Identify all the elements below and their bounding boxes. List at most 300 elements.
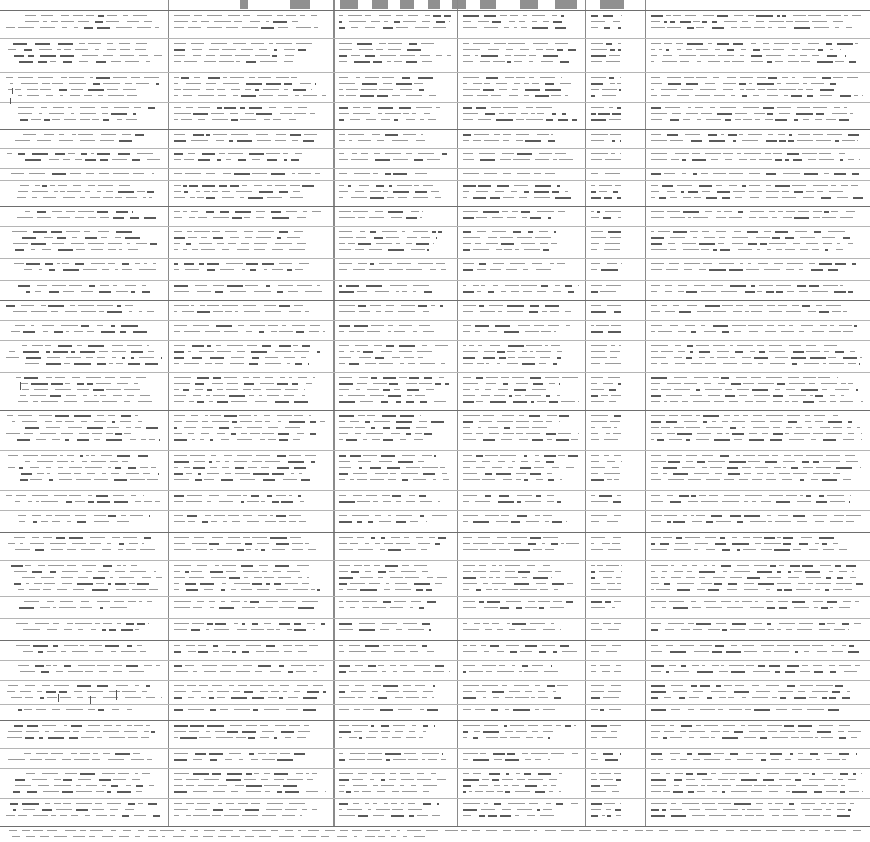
text-fragment <box>848 629 849 630</box>
text-fragment <box>668 83 681 85</box>
text-fragment <box>604 473 620 474</box>
footnote-fragment <box>119 836 129 837</box>
text-fragment <box>610 351 620 352</box>
text-fragment <box>481 55 498 57</box>
text-fragment <box>355 191 365 192</box>
text-fragment <box>339 27 345 29</box>
text-fragment <box>392 791 399 792</box>
text-fragment <box>826 433 842 434</box>
text-fragment <box>96 791 104 792</box>
text-fragment <box>433 15 441 17</box>
text-fragment <box>235 467 245 469</box>
text-fragment <box>697 311 711 312</box>
text-fragment <box>666 49 669 51</box>
text-fragment <box>816 113 824 115</box>
text-fragment <box>108 249 116 250</box>
text-fragment <box>88 89 104 91</box>
text-fragment <box>111 473 119 474</box>
text-fragment <box>419 383 432 384</box>
text-fragment <box>261 27 274 29</box>
text-fragment <box>121 651 136 652</box>
text-fragment <box>801 325 813 326</box>
text-fragment <box>551 243 557 244</box>
text-fragment <box>424 291 433 293</box>
text-fragment <box>409 731 415 732</box>
text-fragment <box>298 49 306 51</box>
text-fragment <box>832 311 841 312</box>
text-fragment <box>744 153 761 154</box>
text-fragment <box>742 140 758 141</box>
text-fragment <box>813 665 823 666</box>
text-fragment <box>415 27 429 28</box>
text-fragment <box>732 421 745 422</box>
text-fragment <box>750 211 764 212</box>
text-fragment <box>82 565 96 566</box>
text-fragment <box>325 791 327 792</box>
text-fragment <box>591 89 599 90</box>
text-fragment <box>673 607 688 609</box>
text-fragment <box>264 305 277 306</box>
text-fragment <box>206 395 210 396</box>
text-fragment <box>370 231 376 233</box>
text-fragment <box>42 809 53 811</box>
text-fragment <box>412 113 416 114</box>
text-fragment <box>536 495 541 497</box>
text-fragment <box>670 725 674 726</box>
text-fragment <box>651 809 659 811</box>
text-fragment <box>543 565 551 566</box>
text-fragment <box>766 55 781 56</box>
text-fragment <box>112 159 127 160</box>
text-fragment <box>806 243 818 244</box>
text-fragment <box>244 383 254 385</box>
text-fragment <box>540 77 555 78</box>
text-fragment <box>127 345 142 346</box>
text-fragment <box>401 571 416 572</box>
text-fragment <box>304 389 305 390</box>
text-fragment <box>539 153 552 154</box>
text-fragment <box>256 113 272 115</box>
text-fragment <box>475 389 480 390</box>
text-fragment <box>822 217 836 218</box>
text-fragment <box>260 725 268 726</box>
text-fragment <box>68 427 82 428</box>
text-fragment <box>839 153 845 154</box>
text-fragment <box>512 211 519 212</box>
text-fragment <box>216 140 225 141</box>
text-fragment <box>433 479 437 480</box>
text-fragment <box>519 439 528 440</box>
text-fragment <box>144 731 149 732</box>
text-fragment <box>272 549 285 550</box>
text-fragment <box>848 809 851 811</box>
footnote-fragment <box>503 830 510 831</box>
text-fragment <box>297 565 310 566</box>
text-fragment <box>149 439 155 440</box>
text-fragment <box>124 389 140 390</box>
text-fragment <box>463 439 476 440</box>
text-fragment <box>81 421 88 422</box>
text-fragment <box>252 357 259 359</box>
text-fragment <box>37 140 52 141</box>
text-fragment <box>275 725 287 726</box>
text-fragment <box>772 455 778 456</box>
text-fragment <box>291 665 304 666</box>
text-fragment <box>174 291 189 292</box>
text-fragment <box>713 377 719 378</box>
text-fragment <box>147 345 149 346</box>
text-fragment <box>493 61 505 62</box>
text-fragment <box>126 785 131 786</box>
footnote-fragment <box>231 836 240 837</box>
text-fragment <box>122 815 128 817</box>
text-fragment <box>290 134 301 136</box>
text-fragment <box>463 685 479 686</box>
text-fragment <box>423 331 434 332</box>
text-fragment <box>744 583 755 584</box>
text-fragment <box>651 153 667 154</box>
text-fragment <box>382 495 390 496</box>
text-fragment <box>463 269 473 271</box>
text-fragment <box>777 589 783 591</box>
text-fragment <box>539 651 546 653</box>
text-fragment <box>88 185 95 186</box>
text-fragment <box>463 809 477 811</box>
text-fragment <box>734 439 742 440</box>
text-fragment <box>819 153 831 154</box>
text-fragment <box>103 55 114 56</box>
text-fragment <box>802 305 811 307</box>
text-fragment <box>618 49 621 51</box>
text-fragment <box>656 589 669 590</box>
text-fragment <box>651 119 662 120</box>
text-fragment <box>651 83 662 84</box>
text-fragment <box>31 325 34 326</box>
row-separator <box>0 148 870 149</box>
text-fragment <box>199 263 204 265</box>
text-fragment <box>546 395 550 397</box>
text-fragment <box>83 269 97 270</box>
text-fragment <box>18 113 32 114</box>
text-fragment <box>317 589 320 591</box>
text-fragment <box>140 467 148 468</box>
footnote-fragment <box>853 830 862 831</box>
text-fragment <box>99 671 107 672</box>
text-fragment <box>473 43 490 44</box>
text-fragment <box>404 537 409 538</box>
text-fragment <box>614 455 621 456</box>
text-fragment <box>43 791 59 792</box>
text-fragment <box>561 401 576 402</box>
text-fragment <box>79 43 85 44</box>
text-fragment <box>551 345 560 346</box>
text-fragment <box>204 779 220 780</box>
text-fragment <box>66 231 80 232</box>
text-fragment <box>102 269 108 270</box>
text-fragment <box>251 759 258 760</box>
text-fragment <box>112 351 127 352</box>
text-fragment <box>492 565 497 566</box>
text-fragment <box>339 583 347 585</box>
text-fragment <box>609 389 617 391</box>
text-fragment <box>174 515 183 516</box>
text-fragment <box>245 543 252 545</box>
text-fragment <box>832 779 836 780</box>
row-separator <box>0 168 870 169</box>
text-fragment <box>195 383 204 385</box>
text-fragment <box>292 21 298 22</box>
text-fragment <box>832 113 847 114</box>
text-fragment <box>500 159 511 160</box>
text-fragment <box>58 185 67 186</box>
text-fragment <box>516 479 522 480</box>
text-fragment <box>651 243 662 245</box>
text-fragment <box>268 697 277 698</box>
text-fragment <box>680 645 694 646</box>
text-fragment <box>524 479 529 481</box>
text-fragment <box>537 809 540 811</box>
text-fragment <box>286 211 297 212</box>
text-fragment <box>463 791 466 793</box>
text-fragment <box>303 211 306 212</box>
text-fragment <box>591 113 596 115</box>
text-fragment <box>283 153 289 154</box>
text-fragment <box>651 565 668 566</box>
text-fragment <box>420 401 427 403</box>
text-fragment <box>692 815 705 816</box>
text-fragment <box>136 243 147 244</box>
text-fragment <box>651 521 661 522</box>
text-fragment <box>68 107 72 108</box>
text-fragment <box>840 217 854 218</box>
text-fragment <box>207 501 211 502</box>
text-fragment <box>849 645 854 647</box>
text-fragment <box>88 501 94 503</box>
text-fragment <box>784 725 794 727</box>
text-fragment <box>708 589 719 591</box>
text-fragment <box>27 89 38 90</box>
text-fragment <box>174 237 185 239</box>
text-fragment <box>94 521 109 522</box>
text-fragment <box>245 113 254 114</box>
text-fragment <box>767 725 781 726</box>
text-fragment <box>777 383 785 385</box>
text-fragment <box>103 119 110 121</box>
text-fragment <box>651 211 664 212</box>
text-fragment <box>69 495 81 496</box>
text-fragment <box>609 709 621 710</box>
text-fragment <box>686 455 698 456</box>
text-fragment <box>463 427 470 428</box>
text-fragment <box>32 779 47 780</box>
text-fragment <box>765 461 777 463</box>
text-fragment <box>339 815 355 816</box>
footnote-fragment <box>245 836 254 837</box>
text-fragment <box>58 473 71 474</box>
text-fragment <box>554 589 559 590</box>
text-fragment <box>463 815 471 816</box>
text-fragment <box>793 515 806 517</box>
text-fragment <box>542 311 547 312</box>
text-fragment <box>266 83 281 85</box>
text-fragment <box>267 185 272 186</box>
text-fragment <box>174 521 185 522</box>
text-fragment <box>715 49 720 50</box>
text-fragment <box>235 311 238 312</box>
text-fragment <box>754 395 770 396</box>
text-fragment <box>839 737 846 739</box>
text-fragment <box>183 89 200 90</box>
text-fragment <box>808 43 819 44</box>
text-fragment <box>95 651 103 652</box>
text-fragment <box>830 395 835 396</box>
text-fragment <box>777 571 782 573</box>
text-fragment <box>608 231 621 233</box>
text-fragment <box>93 389 104 391</box>
text-fragment <box>701 501 718 502</box>
text-fragment <box>821 607 828 609</box>
text-fragment <box>419 89 424 91</box>
text-fragment <box>117 521 130 522</box>
text-fragment <box>706 479 720 480</box>
text-fragment <box>346 439 357 441</box>
text-fragment <box>115 197 122 198</box>
text-fragment <box>673 15 681 16</box>
text-fragment <box>591 601 602 603</box>
text-fragment <box>486 737 498 738</box>
text-fragment <box>384 589 390 590</box>
text-fragment <box>837 803 846 804</box>
text-fragment <box>651 325 662 326</box>
text-fragment <box>766 377 783 378</box>
text-fragment <box>659 197 666 199</box>
text-fragment <box>25 159 42 161</box>
text-fragment <box>371 21 380 22</box>
text-fragment <box>376 185 384 187</box>
text-fragment <box>612 645 621 646</box>
text-fragment <box>350 119 360 120</box>
text-fragment <box>700 645 712 646</box>
text-fragment <box>33 815 48 816</box>
text-fragment <box>186 803 194 804</box>
text-fragment <box>591 197 601 199</box>
text-fragment <box>83 395 87 396</box>
text-fragment <box>147 759 152 760</box>
text-fragment <box>790 565 800 567</box>
text-fragment <box>651 601 666 602</box>
text-fragment <box>413 331 417 332</box>
text-fragment <box>651 173 661 175</box>
text-fragment <box>785 249 795 250</box>
text-fragment <box>727 607 743 608</box>
text-fragment <box>267 197 282 198</box>
text-fragment <box>605 601 610 603</box>
text-fragment <box>381 351 392 352</box>
text-fragment <box>816 685 833 686</box>
text-fragment <box>725 389 732 390</box>
text-fragment <box>225 473 231 474</box>
text-fragment <box>772 237 779 239</box>
text-fragment <box>743 549 756 550</box>
text-fragment <box>264 785 280 786</box>
text-fragment <box>145 363 159 365</box>
text-fragment <box>279 345 291 347</box>
text-fragment <box>246 331 251 332</box>
text-fragment <box>254 249 265 250</box>
text-fragment <box>665 285 673 286</box>
text-fragment <box>463 351 478 352</box>
text-fragment <box>760 243 767 245</box>
text-fragment <box>501 515 510 516</box>
text-fragment <box>231 433 236 435</box>
text-fragment <box>742 697 746 698</box>
text-fragment <box>272 217 289 219</box>
text-fragment <box>81 737 94 738</box>
text-fragment <box>339 237 353 238</box>
text-fragment <box>651 357 666 358</box>
text-fragment <box>496 119 513 121</box>
text-fragment <box>6 495 12 496</box>
text-fragment <box>256 651 264 652</box>
text-fragment <box>87 691 103 692</box>
text-fragment <box>252 159 259 160</box>
text-fragment <box>845 55 846 57</box>
text-fragment <box>174 589 179 590</box>
text-fragment <box>613 191 618 193</box>
text-fragment <box>551 623 554 624</box>
text-fragment <box>484 173 498 174</box>
text-fragment <box>604 455 609 456</box>
text-fragment <box>184 159 194 160</box>
text-fragment <box>552 521 563 523</box>
text-fragment <box>704 383 710 384</box>
text-fragment <box>749 439 764 441</box>
text-fragment <box>517 495 532 496</box>
text-fragment <box>357 351 360 352</box>
text-fragment <box>367 389 378 390</box>
text-fragment <box>339 421 345 422</box>
text-fragment <box>118 191 134 193</box>
text-fragment <box>287 779 303 780</box>
text-fragment <box>301 357 307 358</box>
text-fragment <box>114 107 129 108</box>
text-fragment <box>620 153 621 154</box>
text-fragment <box>821 197 831 199</box>
text-fragment <box>77 697 83 698</box>
text-fragment <box>18 401 28 402</box>
text-fragment <box>13 791 19 793</box>
text-fragment <box>545 89 561 91</box>
text-fragment <box>797 629 813 630</box>
footnote-fragment <box>102 836 113 837</box>
text-fragment <box>712 651 722 653</box>
text-fragment <box>306 665 316 666</box>
text-fragment <box>216 461 219 462</box>
text-fragment <box>738 211 743 213</box>
text-fragment <box>708 43 713 44</box>
text-fragment <box>691 515 694 516</box>
text-fragment <box>591 119 606 121</box>
text-fragment <box>229 395 245 397</box>
text-fragment <box>416 243 429 245</box>
text-fragment <box>727 77 737 78</box>
text-fragment <box>421 43 434 44</box>
text-fragment <box>753 537 762 538</box>
text-fragment <box>289 421 306 423</box>
text-fragment <box>552 467 560 468</box>
text-fragment <box>398 197 407 198</box>
text-fragment <box>843 439 854 440</box>
